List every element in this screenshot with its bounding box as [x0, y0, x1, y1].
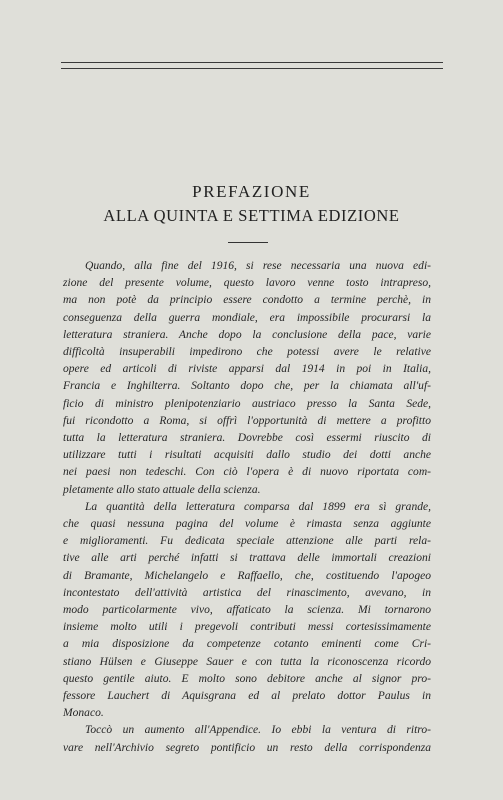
- title-divider: [228, 242, 268, 243]
- text-line: stiano Hülsen e Giuseppe Sauer e con tutta la riconoscenza ricordo: [63, 655, 431, 668]
- text-line: difficoltà insuperabili impedirono che potessi avere le relative: [63, 346, 431, 359]
- text-line: di Bramante, Michelangelo e Raffaello, che, costituendo l'apogeo: [63, 569, 431, 582]
- text-line: zione del presente volume, questo lavoro venne tosto intrapreso,: [63, 277, 431, 290]
- text-line: conseguenza della guerra mondiale, era impossibile procurarsi la: [63, 311, 431, 324]
- header-rule-top: [61, 62, 443, 63]
- text-line: La quantità della letteratura comparsa dal 1899 era sì grande,: [85, 500, 431, 513]
- text-line: insieme molto utili i pregevoli contributi messi cortesissimamente: [63, 621, 431, 634]
- text-line: incontestato dell'attività artistica del rinascimento, avevano, in: [63, 586, 431, 599]
- text-line: e miglioramenti. Fu dedicata speciale attenzione alle parti rela-: [63, 535, 431, 548]
- text-line: opere ed articoli di riviste apparsi dal 1914 in poi in Italia,: [63, 363, 431, 376]
- text-line: utilizzare tutti i risultati acquisiti dallo studio dei dotti anche: [63, 449, 431, 462]
- text-line: vare nell'Archivio segreto pontificio un resto della corrispondenza: [63, 741, 431, 754]
- text-line: nei paesi non tedeschi. Con ciò l'opera è di nuovo riportata com-: [63, 466, 431, 479]
- text-line: ma non potè da principio essere condotto a termine perchè, in: [63, 294, 431, 307]
- text-line: Toccò un aumento all'Appendice. Io ebbi la ventura di ritro-: [85, 724, 431, 737]
- text-line: a mia disposizione da competenze cotanto eminenti come Cri-: [63, 638, 431, 651]
- text-line: ficio di ministro plenipotenziario austriaco presso la Santa Sede,: [63, 397, 431, 410]
- text-line: letteratura straniera. Anche dopo la conclusione della pace, varie: [63, 328, 431, 341]
- text-line: tutta la letteratura straniera. Dovrebbe così essermi riuscito di: [63, 432, 431, 445]
- text-line: Quando, alla fine del 1916, si rese necessaria una nuova edi-: [85, 260, 431, 272]
- text-line: fessore Lauchert di Aquisgrana ed al prelato dottor Paulus in: [63, 690, 431, 703]
- text-line: pletamente allo stato attuale della scienza.: [63, 483, 261, 496]
- text-line: che quasi nessuna pagina del volume è rimasta senza aggiunte: [63, 518, 431, 531]
- text-line: fui ricondotto a Roma, si offrì l'opportunità di mettere a profitto: [63, 414, 431, 427]
- text-line: Francia e Inghilterra. Soltanto dopo che, per la chiamata all'uf-: [63, 380, 431, 393]
- page-title: PREFAZIONE: [192, 182, 311, 201]
- text-line: Monaco.: [63, 707, 104, 720]
- page-subtitle: ALLA QUINTA E SETTIMA EDIZIONE: [103, 206, 400, 225]
- text-line: questo gentile aiuto. E molto sono debitore anche al signor pro-: [63, 672, 431, 685]
- header-rule-bottom: [61, 68, 443, 69]
- text-line: tive alle arti perché infatti si trattava delle immortali creazioni: [63, 552, 431, 565]
- preface-body-text: [63, 258, 431, 757]
- text-line: modo particolarmente vivo, affaticato la scienza. Mi tornarono: [63, 604, 431, 617]
